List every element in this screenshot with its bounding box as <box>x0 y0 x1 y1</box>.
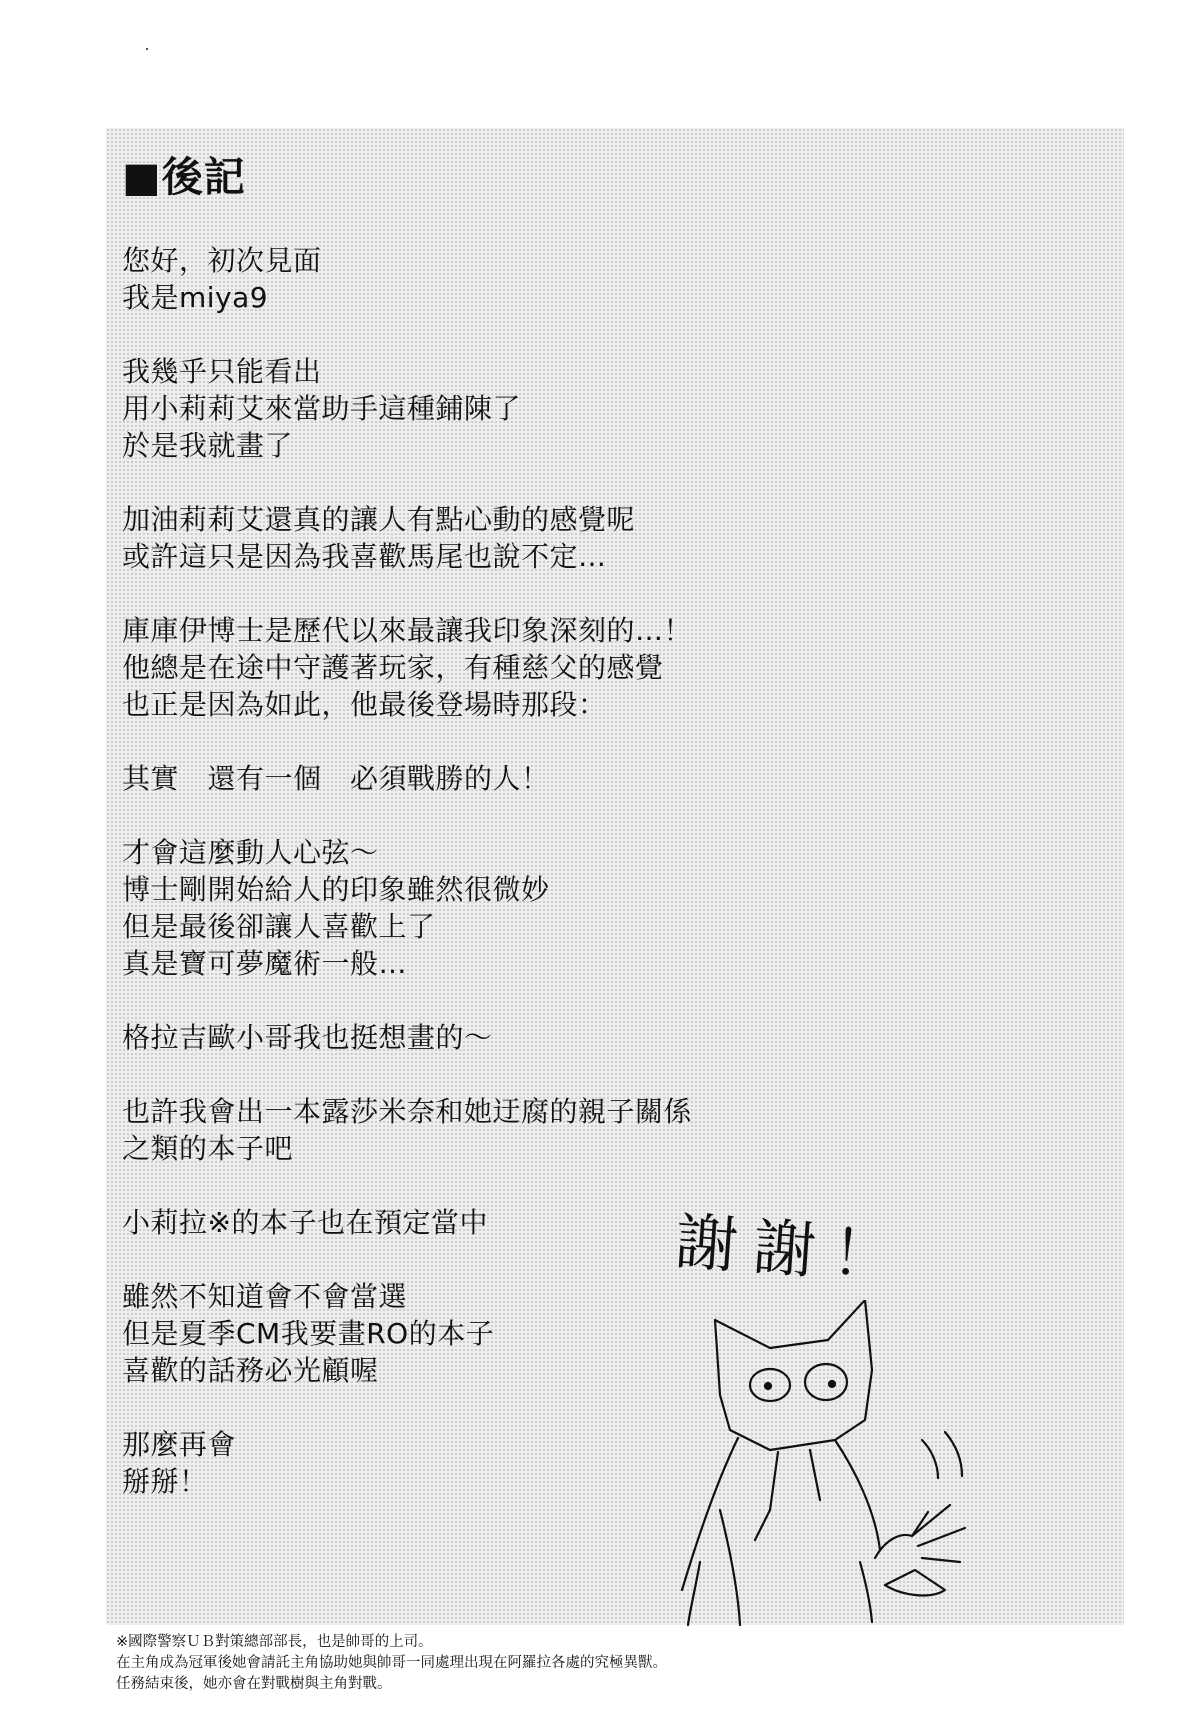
paragraph-lusamine <box>122 1093 762 1167</box>
text-line: 也正是因為如此，他最後登場時那段： <box>122 688 607 721</box>
text-line: 或許這只是因為我喜歡馬尾也說不定… <box>122 540 607 573</box>
text-line: 他總是在途中守護著玩家，有種慈父的感覺 <box>122 651 664 684</box>
text-line: 用小莉莉艾來當助手這種鋪陳了 <box>122 392 522 425</box>
text-line: 加油莉莉艾還真的讓人有點心動的感覺呢 <box>122 503 636 536</box>
paragraph-lillie <box>122 501 762 575</box>
text-line: 那麼再會 <box>122 1428 237 1461</box>
text-line: 博士剛開始給人的印象雖然很微妙 <box>122 873 550 906</box>
handwritten-thanks: 謝謝！ <box>673 1204 912 1295</box>
footnote-line: 任務結束後，她亦會在對戰樹與主角對戰。 <box>116 1676 392 1692</box>
text-line: 小莉拉※的本子也在預定當中 <box>122 1206 488 1239</box>
text-line: 於是我就畫了 <box>122 429 294 462</box>
text-line: 但是最後卻讓人喜歡上了 <box>122 910 436 943</box>
text-line: 才會這麼動人心弦～ <box>122 836 379 869</box>
text-line: 我是miya9 <box>122 281 269 314</box>
paragraph-greeting <box>122 242 762 316</box>
paragraph-reason <box>122 353 762 464</box>
afterword-title: ■後記 <box>122 153 246 201</box>
text-line: 您好，初次見面 <box>122 244 322 277</box>
text-line: 掰掰！ <box>122 1465 208 1498</box>
paragraph-lila <box>122 1204 762 1241</box>
text-line: 庫庫伊博士是歷代以來最讓我印象深刻的…！ <box>122 614 693 647</box>
footnote-line: 在主角成為冠軍後她會請託主角協助她與帥哥一同處理出現在阿羅拉各處的究極異獸。 <box>116 1655 667 1671</box>
text-line: 雖然不知道會不會當選 <box>122 1280 408 1313</box>
footnotes <box>116 1632 1116 1695</box>
text-line: 真是寶可夢魔術一般… <box>122 947 408 980</box>
text-line: 之類的本子吧 <box>122 1132 294 1165</box>
text-line: 格拉吉歐小哥我也挺想畫的～ <box>122 1021 493 1054</box>
scan-speck <box>146 48 148 50</box>
paragraph-gladion <box>122 1019 762 1056</box>
paragraph-professor <box>122 834 762 982</box>
paragraph-quote <box>122 760 762 797</box>
text-line: 喜歡的話務必光顧喔 <box>122 1354 379 1387</box>
cat-mascot-sketch <box>660 1300 1120 1630</box>
paragraph-kukui <box>122 612 762 723</box>
text-line: 但是夏季CM我要畫RO的本子 <box>122 1317 495 1350</box>
text-line: 也許我會出一本露莎米奈和她迂腐的親子關係 <box>122 1095 693 1128</box>
text-line: 其實 還有一個 必須戰勝的人！ <box>122 762 550 795</box>
text-line: 我幾乎只能看出 <box>122 355 322 388</box>
footnote-line: ※國際警察ＵＢ對策總部部長，也是帥哥的上司。 <box>116 1634 433 1650</box>
